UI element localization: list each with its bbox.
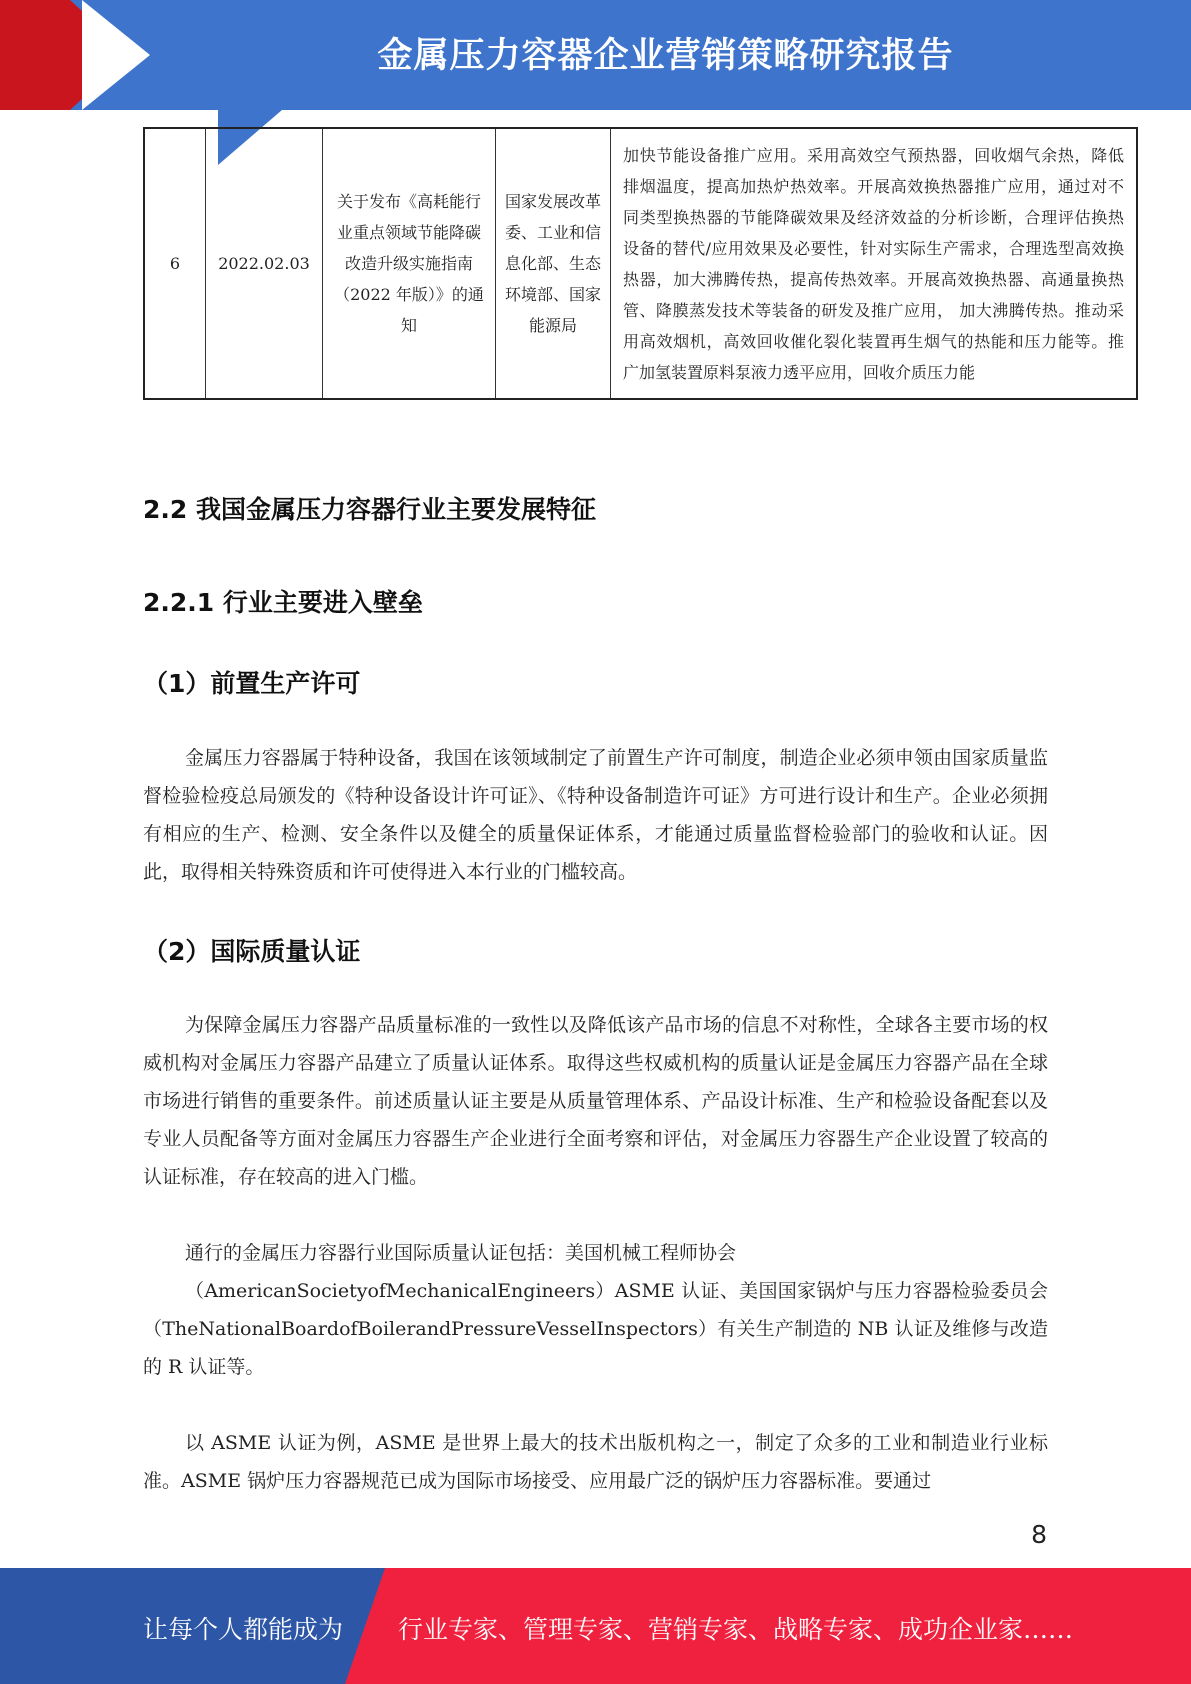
- subsection-heading: 2.2.1 行业主要进入壁垒: [143, 588, 423, 617]
- header-red-block: [0, 0, 70, 110]
- row-date: 2022.02.03: [206, 128, 323, 399]
- table-row: [144, 128, 1137, 399]
- section-heading: 2.2 我国金属压力容器行业主要发展特征: [143, 495, 596, 524]
- footer-slogan-left: 让每个人都能成为: [143, 1615, 344, 1644]
- paragraph-asme-example: 以 ASME 认证为例，ASME 是世界上最大的技术出版机构之一，制定了众多的工业和制造业行业标准。ASME 锅炉压力容器规范已成为国际市场接受、应用最广泛的锅炉压力容器标准。要通过: [143, 1432, 1048, 1492]
- paragraph-certifications: [143, 1272, 1048, 1386]
- row-number: 6: [144, 128, 206, 399]
- page-header: [0, 0, 1191, 110]
- report-title: 金属压力容器企业营销策略研究报告: [377, 36, 954, 76]
- subheading-quality-certification: （2）国际质量认证: [143, 937, 361, 966]
- row-policy-title: 关于发布《高耗能行业重点领域节能降碳改造升级实施指南（2022 年版）》的通知: [323, 128, 496, 399]
- subheading-production-license: （1）前置生产许可: [143, 669, 361, 698]
- page-number: 8: [1031, 1520, 1047, 1549]
- paragraph-production-license: 金属压力容器属于特种设备，我国在该领域制定了前置生产许可制度，制造企业必须申领由国家质量监督检验检疫总局颁发的《特种设备设计许可证》、《特种设备制造许可证》方可进行设计和生产。企业必须拥有相应的生产、检测、安全条件以及健全的质量保证体系，才能通过质量监督检验部门的验收和认证。因此，取得相关特殊资质和许可使得进入本行业的门槛较高。: [143, 747, 1048, 883]
- footer-blue-slant: [345, 1568, 385, 1684]
- paragraph-certifications-line1: 通行的金属压力容器行业国际质量认证包括：美国机械工程师协会: [185, 1242, 737, 1264]
- header-chevron-icon: [82, 0, 150, 110]
- row-issuing-org: 国家发展改革委、工业和信息化部、生态环境部、国家能源局: [496, 128, 611, 399]
- footer-slogan-right: 行业专家、管理专家、营销专家、战略专家、成功企业家……: [398, 1615, 1074, 1644]
- paragraph-quality-certification: 为保障金属压力容器产品质量标准的一致性以及降低该产品市场的信息不对称性，全球各主要市场的权威机构对金属压力容器产品建立了质量认证体系。取得这些权威机构的质量认证是金属压力容器产品在全球市场进行销售的重要条件。前述质量认证主要是从质量管理体系、产品设计标准、生产和检验设备配套以及专业人员配备等方面对金属压力容器生产企业进行全面考察和评估，对金属压力容器生产企业设置了较高的认证标准，存在较高的进入门槛。: [143, 1014, 1048, 1188]
- row-policy-content: 加快节能设备推广应用。采用高效空气预热器，回收烟气余热，降低 排烟温度，提高加热炉热效率。开展高效换热器推广应用，通过对不 同类型换热器的节能降碳效果及经济效益的分析诊断，合理评估换热 设备的替代/应用效果及必要性，针对实际生产需求，合理选型高效换 热器，加大沸腾传热，提高传热效率。开展高效换热器、高通量换热 管、降膜蒸发技术等装备的研发及推广应用， 加大沸腾传热。推动采 用高效烟机，高效回收催化裂化装置再生烟气的热能和压力能等。推 广加氢装置原料泵液力透平应用，回收介质压力能: [611, 128, 1138, 399]
- certifications-text: （AmericanSocietyofMechanicalEngineers）ASME 认证、美国国家锅炉与压力容器检验委员会（TheNationalBoardofBoilerandPressureVesselInspectors）有关生产制造的 NB 认证及维修与改造的 R 认证等。: [143, 1280, 1048, 1378]
- page-footer: [0, 1568, 1191, 1684]
- policy-table: [143, 127, 1138, 400]
